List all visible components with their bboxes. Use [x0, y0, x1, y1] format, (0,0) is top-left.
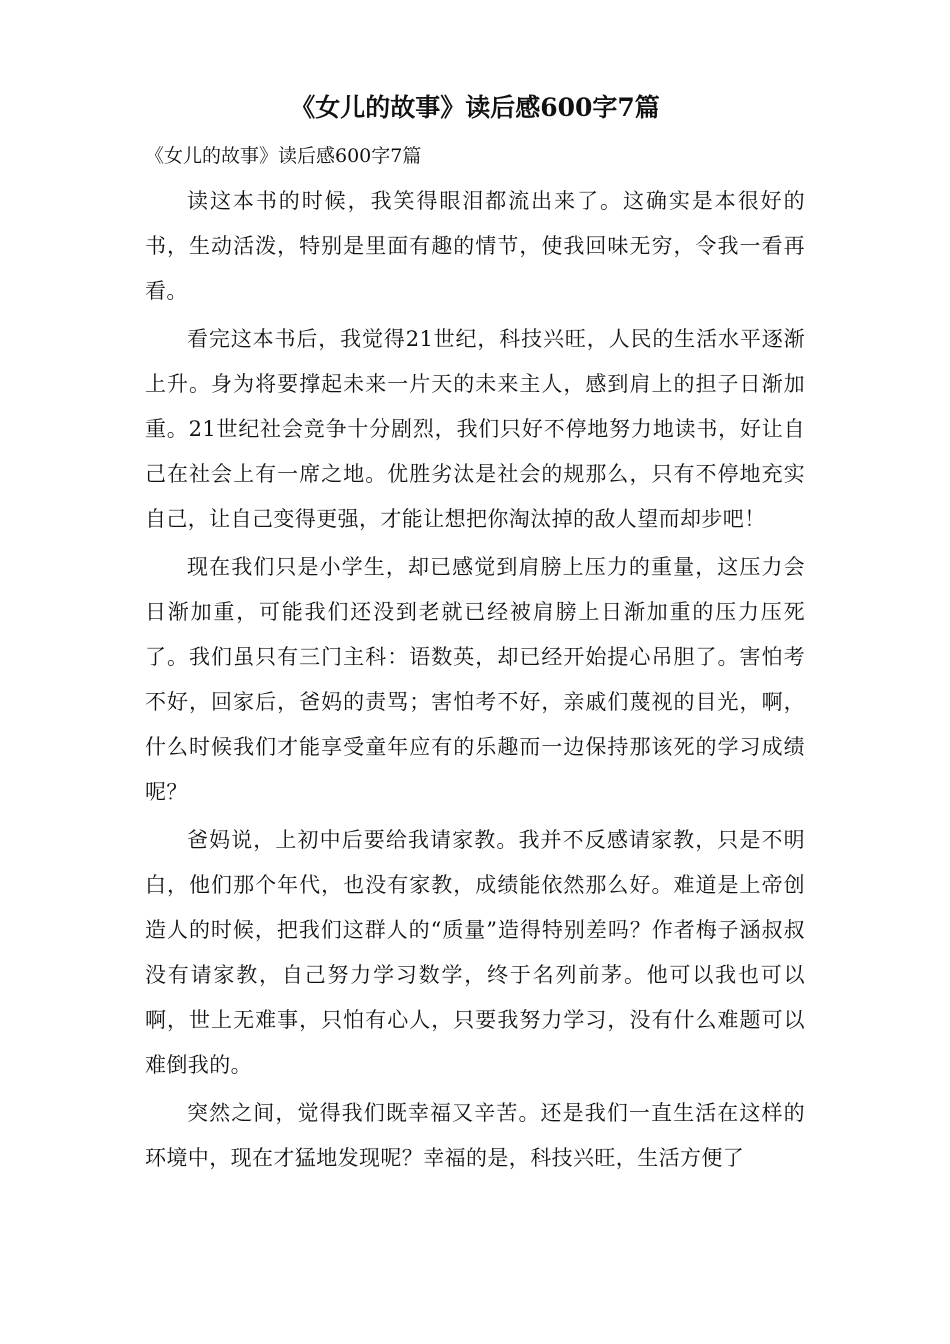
document-title: 《女儿的故事》读后感600字7篇: [290, 93, 660, 122]
document-page: [145, 88, 805, 1184]
paragraph-4: 爸妈说，上初中后要给我请家教。我并不反感请家教，只是不明白，他们那个年代，也没有家教，成绩能依然那么好。难道是上帝创造人的时候，把我们这群人的“质量”造得特别差吗？作者梅子涵叔叔没有请家教，自己努力学习数学，终于名列前茅。他可以我也可以啊，世上无难事，只怕有心人，只要我努力学习，没有什么难题可以难倒我的。: [145, 828, 805, 1077]
paragraph-2: 看完这本书后，我觉得21世纪，科技兴旺，人民的生活水平逐渐上升。身为将要撑起未来一片天的未来主人，感到肩上的担子日渐加重。21世纪社会竞争十分剧烈，我们只好不停地努力地读书，好让自己在社会上有一席之地。优胜劣汰是社会的规那么，只有不停地充实自己，让自己变得更强，才能让想把你淘汰掉的敌人望而却步吧！: [145, 327, 805, 531]
paragraph-5: 突然之间，觉得我们既幸福又辛苦。还是我们一直生活在这样的环境中，现在才猛地发现呢？幸福的是，科技兴旺，生活方便了: [145, 1101, 805, 1170]
paragraph-3: 现在我们只是小学生，却已感觉到肩膀上压力的重量，这压力会日渐加重，可能我们还没到老就已经被肩膀上日渐加重的压力压死了。我们虽只有三门主科：语数英，却已经开始提心吊胆了。害怕考不好，回家后，爸妈的责骂；害怕考不好，亲戚们蔑视的目光，啊，什么时候我们才能享受童年应有的乐趣而一边保持那该死的学习成绩呢？: [145, 555, 805, 804]
document-subtitle: 《女儿的故事》读后感600字7篇: [145, 145, 422, 167]
paragraph-1: 读这本书的时候，我笑得眼泪都流出来了。这确实是本很好的书，生动活泼，特别是里面有趣的情节，使我回味无穷，令我一看再看。: [145, 189, 805, 303]
